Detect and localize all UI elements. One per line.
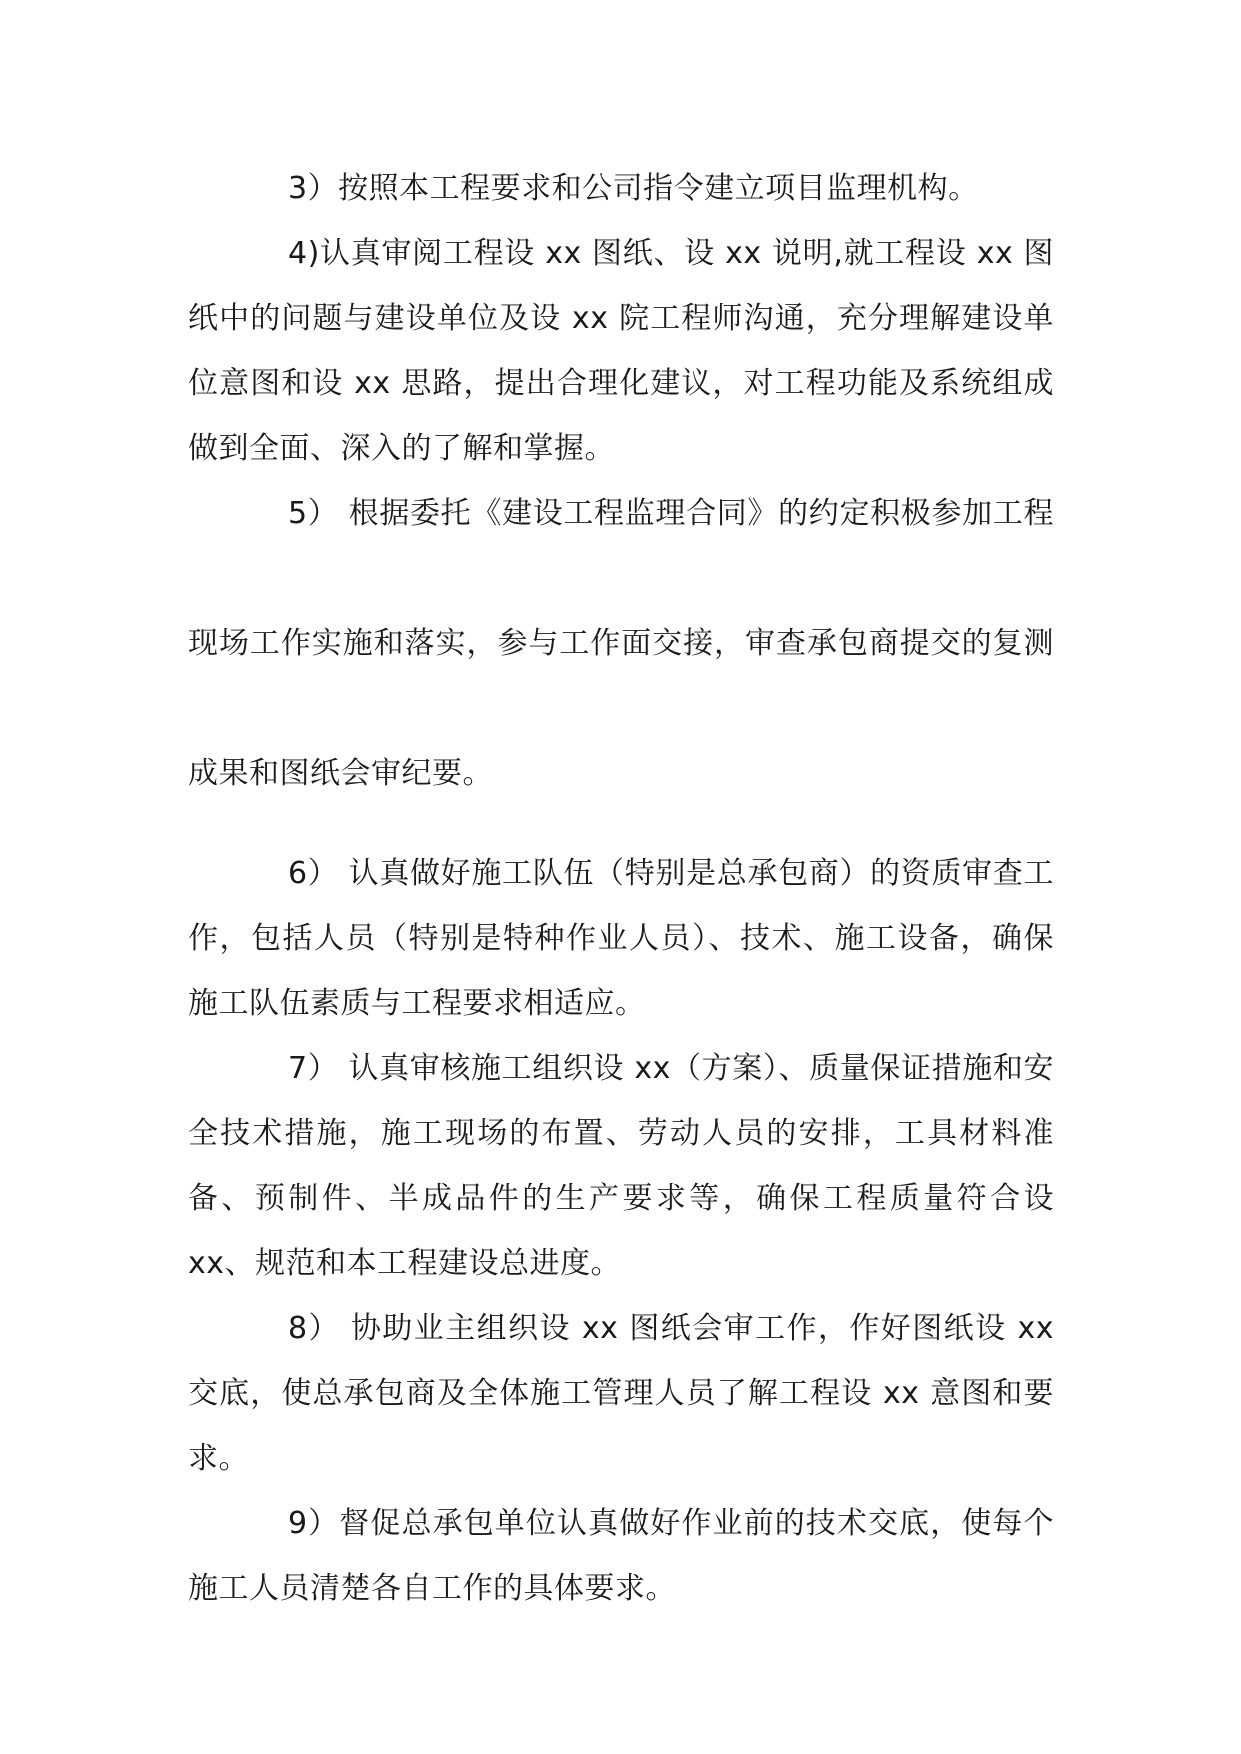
paragraph-item-9: 9）督促总承包单位认真做好作业前的技术交底，使每个施工人员清楚各自工作的具体要求。 <box>188 1506 1054 1606</box>
paragraph-item-7: 7） 认真审核施工组织设 xx（方案）、质量保证措施和安全技术措施，施工现场的布置、劳动人员的安排，工具材料准备、预制件、半成品件的生产要求等，确保工程质量符合设 xx、规范和本工程建设总进度。 <box>188 1051 1054 1281</box>
paragraph-item-5: 5） 根据委托《建设工程监理合同》的约定积极参加工程现场工作实施和落实，参与工作面交接，审查承包商提交的复测成果和图纸会审纪要。 <box>188 496 1054 791</box>
paragraph-item-6: 6） 认真做好施工队伍（特别是总承包商）的资质审查工作，包括人员（特别是特种作业人员）、技术、施工设备，确保施工队伍素质与工程要求相适应。 <box>188 856 1054 1021</box>
document-body <box>188 156 1054 1621</box>
paragraph-item-4: 4)认真审阅工程设 xx 图纸、设 xx 说明,就工程设 xx 图纸中的问题与建设单位及设 xx 院工程师沟通，充分理解建设单位意图和设 xx 思路，提出合理化建议，对工程功能及系统组成做到全面、深入的了解和掌握。 <box>188 236 1054 466</box>
paragraph-item-8: 8） 协助业主组织设 xx 图纸会审工作，作好图纸设 xx 交底，使总承包商及全体施工管理人员了解工程设 xx 意图和要求。 <box>188 1311 1054 1476</box>
paragraph-item-3: 3）按照本工程要求和公司指令建立项目监理机构。 <box>288 171 979 206</box>
